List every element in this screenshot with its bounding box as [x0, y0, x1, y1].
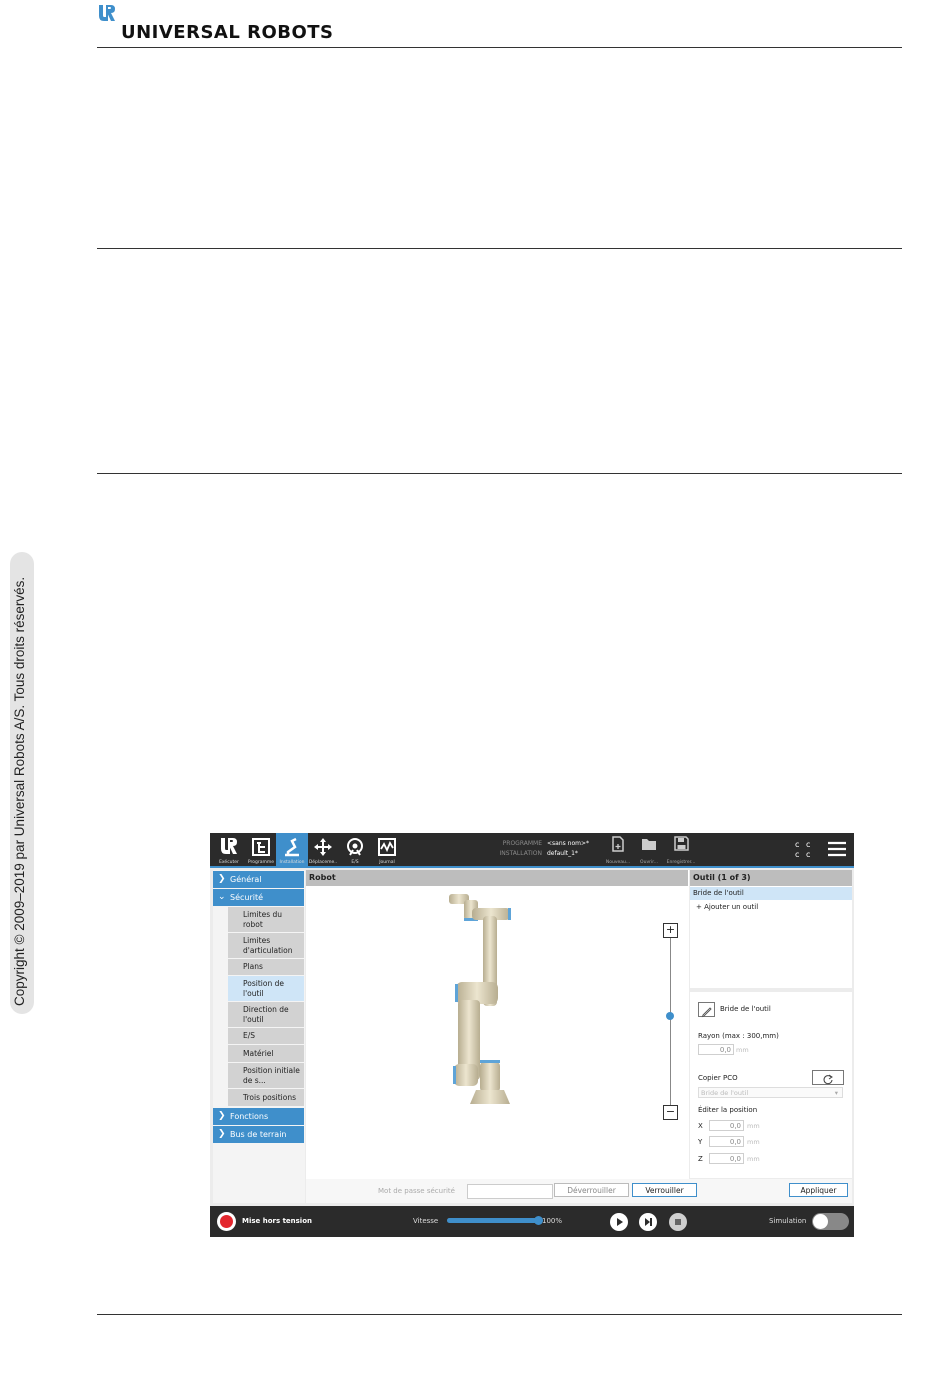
sidebar-item-three-positions[interactable]: Trois positions	[228, 1089, 304, 1106]
simulation-label: Simulation	[769, 1217, 807, 1225]
header-divider	[97, 47, 902, 48]
polyscope-screenshot	[210, 833, 854, 1237]
chevron-right-icon: ❯	[218, 1111, 226, 1121]
robot-panel-title: Robot	[306, 870, 688, 886]
chevron-right-icon: ❯	[218, 874, 226, 884]
io-icon	[345, 837, 365, 857]
stop-icon	[669, 1213, 687, 1231]
edit-position-label: Éditer la position	[698, 1106, 758, 1114]
safety-password-input[interactable]	[467, 1184, 553, 1199]
unit-label: mm	[736, 1046, 749, 1054]
zoom-in-button[interactable]: +	[663, 923, 678, 938]
lock-button[interactable]: Verrouiller	[632, 1183, 697, 1197]
zoom-slider-handle[interactable]	[666, 1012, 674, 1020]
new-file-button[interactable]	[603, 836, 633, 866]
sidebar-item-tool-position[interactable]: Position de l'outil	[228, 976, 304, 1001]
edit-name-button[interactable]	[698, 1002, 715, 1017]
log-icon	[377, 837, 397, 857]
open-file-button[interactable]	[634, 836, 664, 866]
top-navigation-bar	[210, 833, 854, 866]
sidebar-item-io[interactable]: E/S	[228, 1028, 304, 1044]
radius-label: Rayon (max : 300,mm)	[698, 1032, 779, 1040]
tool-detail-panel	[690, 992, 852, 1178]
footer-divider	[97, 1314, 902, 1315]
sidebar-item-tool-direction[interactable]: Direction de l'outil	[228, 1002, 304, 1027]
unit-label: mm	[747, 1122, 760, 1130]
file-button-label: Nouveau...	[605, 860, 631, 865]
safety-password-bar	[306, 1179, 852, 1203]
z-label: Z	[698, 1155, 703, 1163]
speed-label: Vitesse	[413, 1217, 439, 1225]
sidebar-section-functions[interactable]: ❯ Fonctions	[213, 1108, 304, 1125]
add-tool-button[interactable]: + Ajouter un outil	[696, 903, 759, 911]
installation-name: default_1*	[547, 850, 578, 857]
section-divider	[97, 248, 902, 249]
speed-slider-fill	[447, 1218, 539, 1223]
installation-label: INSTALLATION	[499, 850, 542, 857]
sidebar-item-joint-limits[interactable]: Limites d'articulation	[228, 933, 304, 958]
pencil-icon	[699, 1005, 714, 1018]
speed-value: 100%	[542, 1217, 563, 1225]
move-icon	[313, 837, 333, 857]
cc-status-icon[interactable]: c c c c	[795, 840, 813, 859]
step-button[interactable]	[639, 1213, 657, 1231]
save-file-button[interactable]	[666, 836, 696, 866]
nav-log[interactable]	[371, 833, 403, 866]
x-label: X	[698, 1122, 703, 1130]
play-icon	[610, 1213, 628, 1231]
sidebar-section-security[interactable]: ⌄ Sécurité	[213, 889, 304, 906]
refresh-icon	[813, 1073, 843, 1086]
plus-icon: +	[696, 903, 705, 911]
nav-label: Exécuter	[219, 860, 239, 865]
simulation-toggle[interactable]	[812, 1213, 849, 1230]
file-button-label: Ouvrir...	[640, 860, 658, 865]
run-icon	[219, 837, 239, 857]
dropdown-arrow-icon: ▾	[834, 1089, 838, 1097]
nav-label: Journal	[379, 860, 395, 865]
radius-input[interactable]: 0,0	[698, 1044, 734, 1055]
unit-label: mm	[747, 1138, 760, 1146]
toggle-knob	[813, 1214, 828, 1229]
copy-tcp-label: Copier PCO	[698, 1074, 738, 1082]
program-name: <sans nom>*	[547, 840, 590, 847]
brand-name: UNIVERSAL ROBOTS	[121, 22, 334, 43]
status-footer	[210, 1206, 854, 1237]
open-folder-icon	[641, 837, 657, 851]
play-button[interactable]	[610, 1213, 628, 1231]
power-icon	[220, 1215, 233, 1228]
speed-slider-track	[447, 1218, 539, 1223]
y-input[interactable]: 0,0	[709, 1136, 744, 1147]
installation-icon	[282, 837, 302, 857]
installation-sidebar	[213, 870, 305, 1203]
sidebar-section-general[interactable]: ❯ Général	[213, 871, 304, 888]
nav-label: Installation	[279, 860, 305, 865]
z-input[interactable]: 0,0	[709, 1153, 744, 1164]
stop-button[interactable]	[669, 1213, 687, 1231]
chevron-right-icon: ❯	[218, 1129, 226, 1139]
hamburger-menu-icon[interactable]	[828, 841, 846, 861]
unit-label: mm	[747, 1155, 760, 1163]
nav-label: E/S	[351, 860, 359, 865]
ur-logo-icon	[97, 4, 117, 28]
program-label: PROGRAMME	[502, 840, 542, 847]
power-button[interactable]	[217, 1212, 236, 1231]
sidebar-item-robot-limits[interactable]: Limites du robot	[228, 907, 304, 932]
robot-arm-3d-view[interactable]	[444, 892, 524, 1112]
nav-label: Programme	[247, 860, 275, 865]
sidebar-item-planes[interactable]: Plans	[228, 959, 304, 975]
power-status-label: Mise hors tension	[242, 1217, 312, 1225]
save-icon	[674, 836, 689, 851]
sidebar-item-safety-home[interactable]: Position initiale de s...	[228, 1063, 304, 1088]
unlock-button[interactable]: Déverrouiller	[554, 1183, 629, 1197]
step-icon	[639, 1213, 657, 1231]
section-divider	[97, 473, 902, 474]
x-input[interactable]: 0,0	[709, 1120, 744, 1131]
active-tab-indicator	[210, 866, 854, 868]
file-button-label: Enregistrer...	[666, 860, 696, 865]
chevron-down-icon: ⌄	[218, 892, 226, 902]
nav-label: Déplaceme..	[308, 860, 338, 865]
zoom-track	[670, 938, 671, 1106]
apply-button[interactable]: Appliquer	[789, 1183, 848, 1197]
password-label: Mot de passe sécurité	[378, 1187, 455, 1195]
tool-name: Bride de l'outil	[720, 1005, 771, 1013]
new-file-icon	[611, 836, 625, 852]
program-icon	[251, 837, 271, 857]
robot-view-panel	[306, 870, 689, 1203]
y-label: Y	[698, 1138, 703, 1146]
tool-list-item[interactable]: Bride de l'outil	[690, 887, 852, 900]
tool-panel-title: Outil (1 of 3)	[690, 870, 852, 886]
zoom-out-button[interactable]: −	[663, 1105, 678, 1120]
sidebar-section-fieldbus[interactable]: ❯ Bus de terrain	[213, 1126, 304, 1143]
sidebar-item-hardware[interactable]: Matériel	[228, 1045, 304, 1062]
tool-list-panel	[690, 870, 852, 988]
copy-tcp-button[interactable]	[812, 1070, 844, 1085]
copy-tcp-select[interactable]: Bride de l'outil ▾	[698, 1087, 843, 1098]
copyright-notice: Copyright © 2009–2019 par Universal Robots A/S. Tous droits réservés.	[12, 576, 27, 1006]
